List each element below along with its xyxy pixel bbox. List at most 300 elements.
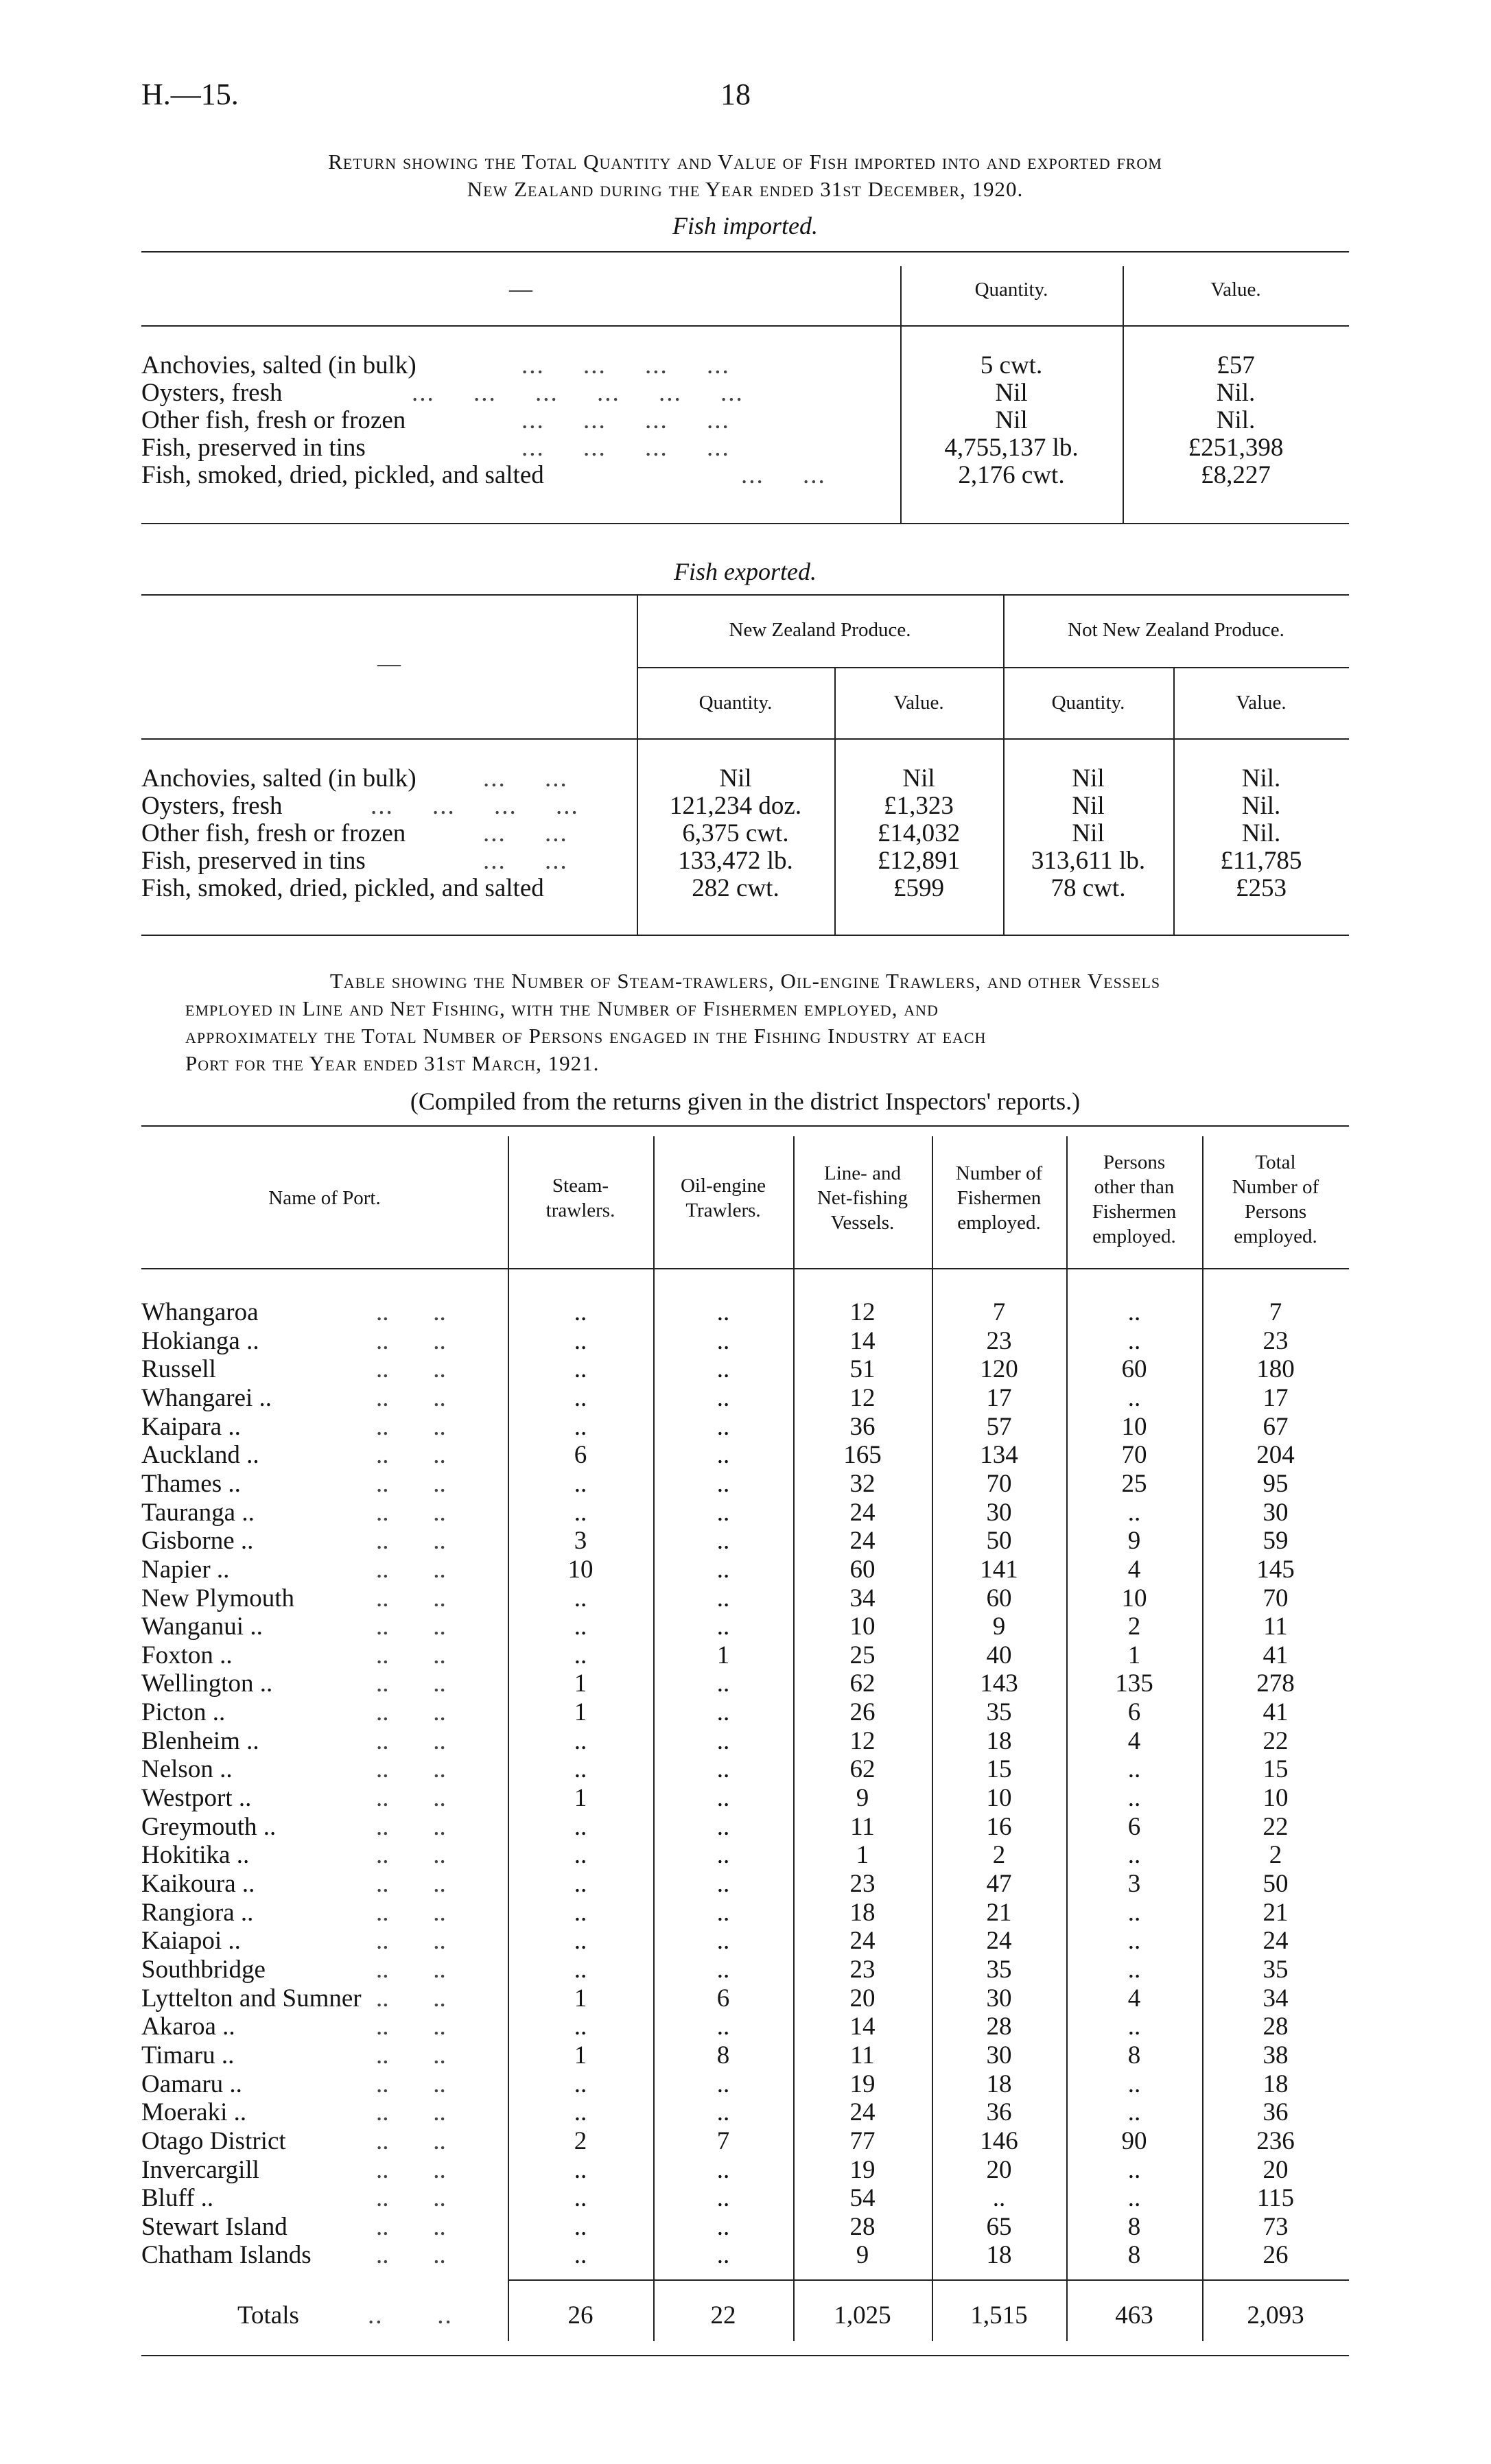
leader-dots: .. ..: [376, 1956, 446, 1984]
port-name: Kaipara ..: [141, 1413, 241, 1441]
leader-dots: .. ..: [376, 1384, 446, 1412]
port-fishermen: 65: [986, 2213, 1012, 2241]
port-vessels: 14: [849, 2013, 876, 2041]
port-name: Oamaru ..: [141, 2070, 242, 2098]
port-others: 10: [1121, 1413, 1147, 1441]
port-steam: ..: [574, 1327, 587, 1355]
port-steam: ..: [574, 2213, 587, 2241]
port-oil: ..: [716, 1584, 730, 1612]
ports-title-line4: Port for the Year ended 31st March, 1921.: [185, 1051, 600, 1075]
port-steam: 1: [574, 1698, 587, 1726]
port-fishermen: 28: [986, 2013, 1012, 2041]
ports-title-line1: Table showing the Number of Steam-trawlers, Oil-engine Trawlers, and other Vessels: [329, 969, 1161, 993]
leader-dots: .. ..: [376, 2098, 446, 2126]
port-oil: ..: [716, 1870, 730, 1898]
port-steam: ..: [574, 2156, 587, 2184]
port-name: New Plymouth: [141, 1584, 295, 1612]
port-total: 11: [1263, 1612, 1288, 1641]
port-others: 6: [1127, 1698, 1141, 1726]
port-others: ..: [1127, 1956, 1141, 1984]
port-total: 21: [1263, 1899, 1289, 1927]
port-vessels: 11: [850, 1813, 875, 1841]
exported-col-desc: —: [377, 651, 401, 677]
port-steam: ..: [574, 1813, 587, 1841]
port-steam: ..: [574, 1927, 587, 1955]
port-oil: ..: [716, 2184, 730, 2212]
port-steam: ..: [574, 1870, 587, 1898]
leader-dots: .. ..: [376, 1784, 446, 1812]
leader-dots: .. ..: [376, 1841, 446, 1869]
exported-row-other-quantity: Nil: [1072, 764, 1105, 793]
port-oil: ..: [716, 1669, 730, 1698]
leader-dots: ... ... ... ...: [521, 406, 730, 434]
port-name: Thames ..: [141, 1470, 241, 1498]
port-fishermen: 143: [980, 1669, 1018, 1698]
port-oil: ..: [716, 1727, 730, 1755]
ports-col-total-l1: Total: [1255, 1151, 1296, 1173]
port-steam: ..: [574, 1641, 587, 1669]
port-others: ..: [1127, 2013, 1141, 2041]
ports-col-others-l1: Persons: [1103, 1151, 1166, 1173]
imported-row-value: £8,227: [1201, 461, 1271, 489]
port-others: 8: [1127, 2213, 1141, 2241]
port-name: Russell: [141, 1355, 216, 1383]
ports-col-oil-l2: Trawlers.: [685, 1199, 761, 1221]
leader-dots: .. ..: [376, 2127, 446, 2155]
port-vessels: 19: [849, 2156, 876, 2184]
port-others: 4: [1127, 1556, 1141, 1584]
port-oil: ..: [716, 1441, 730, 1469]
port-name: Invercargill: [141, 2156, 259, 2184]
port-others: 4: [1127, 1984, 1141, 2013]
port-total: 26: [1263, 2241, 1289, 2269]
port-vessels: 24: [849, 1499, 876, 1527]
port-steam: ..: [574, 1499, 587, 1527]
ports-col-total-l4: employed.: [1234, 1225, 1317, 1247]
port-fishermen: 7: [992, 1298, 1006, 1326]
leader-dots: .. ..: [376, 1641, 446, 1669]
port-vessels: 1: [856, 1841, 869, 1869]
exported-row-other-quantity: Nil: [1072, 792, 1105, 820]
port-fishermen: 36: [986, 2098, 1012, 2126]
port-others: ..: [1127, 2156, 1141, 2184]
port-others: 9: [1127, 1527, 1141, 1555]
port-steam: ..: [574, 2241, 587, 2269]
port-name: Stewart Island: [141, 2213, 287, 2241]
imported-row-quantity: Nil: [995, 379, 1028, 407]
port-steam: ..: [574, 1841, 587, 1869]
totals-total: 2,093: [1247, 2301, 1304, 2330]
port-name: Tauranga ..: [141, 1499, 255, 1527]
port-others: 10: [1121, 1584, 1147, 1612]
leader-dots: ... ... ... ...: [521, 434, 730, 462]
imported-row-quantity: Nil: [995, 406, 1028, 434]
leader-dots: ... ...: [483, 764, 568, 793]
exported-row-nz-quantity: 282 cwt.: [692, 874, 779, 902]
port-name: Southbridge: [141, 1956, 266, 1984]
port-vessels: 18: [849, 1899, 876, 1927]
leader-dots: .. ..: [376, 1612, 446, 1641]
port-others: 8: [1127, 2041, 1141, 2069]
leader-dots: .. ..: [376, 1927, 446, 1955]
port-others: 2: [1127, 1612, 1141, 1641]
leader-dots: .. ..: [376, 1584, 446, 1612]
ports-title-line3: approximately the Total Number of Persons engaged in the Fishing Industry at each: [185, 1024, 987, 1048]
port-steam: 6: [574, 1441, 587, 1469]
port-oil: ..: [716, 1556, 730, 1584]
port-vessels: 9: [856, 2241, 869, 2269]
port-oil: ..: [716, 1899, 730, 1927]
port-fishermen: 146: [980, 2127, 1018, 2155]
port-vessels: 62: [849, 1755, 876, 1783]
port-fishermen: 18: [986, 2070, 1012, 2098]
exported-row-nz-value: £12,891: [877, 847, 961, 875]
port-name: Nelson ..: [141, 1755, 233, 1783]
exported-row-label: Fish, smoked, dried, pickled, and salted: [141, 874, 544, 902]
port-fishermen: 18: [986, 2241, 1012, 2269]
port-oil: 6: [716, 1984, 730, 2013]
exported-row-nz-quantity: 133,472 lb.: [678, 847, 793, 875]
port-total: 22: [1263, 1813, 1289, 1841]
exported-row-label: Fish, preserved in tins: [141, 847, 366, 875]
ports-col-steam-l2: trawlers.: [545, 1199, 615, 1221]
imported-col-desc: —: [509, 277, 532, 302]
port-steam: ..: [574, 2184, 587, 2212]
ports-title-line2: employed in Line and Net Fishing, with the Number of Fishermen employed, and: [185, 996, 939, 1020]
leader-dots: ... ...: [483, 847, 568, 875]
port-total: 41: [1263, 1698, 1289, 1726]
port-vessels: 12: [849, 1384, 876, 1412]
imported-title-line2: New Zealand during the Year ended 31st December, 1920.: [467, 177, 1024, 201]
port-others: 1: [1127, 1641, 1141, 1669]
port-vessels: 24: [849, 1527, 876, 1555]
port-others: ..: [1127, 1327, 1141, 1355]
exported-row-nz-quantity: 121,234 doz.: [669, 792, 802, 820]
leader-dots: .. ..: [376, 1441, 446, 1469]
port-fishermen: 23: [986, 1327, 1012, 1355]
totals-steam: 26: [567, 2301, 594, 2330]
port-total: 10: [1263, 1784, 1289, 1812]
exported-row-nz-value: £599: [893, 874, 944, 902]
port-name: Wellington ..: [141, 1669, 273, 1698]
port-steam: ..: [574, 1413, 587, 1441]
exported-row-nz-quantity: 6,375 cwt.: [682, 819, 789, 847]
port-total: 24: [1263, 1927, 1289, 1955]
port-fishermen: 30: [986, 1499, 1012, 1527]
port-steam: ..: [574, 1755, 587, 1783]
port-total: 36: [1263, 2098, 1289, 2126]
port-total: 15: [1263, 1755, 1289, 1783]
port-vessels: 34: [849, 1584, 876, 1612]
port-steam: ..: [574, 1355, 587, 1383]
port-vessels: 51: [849, 1355, 876, 1383]
port-fishermen: 120: [980, 1355, 1018, 1383]
leader-dots: .. ..: [376, 1470, 446, 1498]
port-oil: 1: [716, 1641, 730, 1669]
ports-col-fishermen-l3: employed.: [957, 1212, 1041, 1234]
ports-col-vessels-l1: Line- and: [824, 1162, 901, 1184]
port-vessels: 11: [850, 2041, 875, 2069]
port-total: 236: [1256, 2127, 1295, 2155]
ports-col-fishermen: [932, 1161, 1066, 1235]
port-fishermen: 20: [986, 2156, 1012, 2184]
leader-dots: ... ... ... ... ... ...: [412, 379, 744, 407]
imported-row-quantity: 5 cwt.: [980, 351, 1043, 379]
port-vessels: 36: [849, 1413, 876, 1441]
imported-row-label: Other fish, fresh or frozen: [141, 406, 406, 434]
ports-col-steam: [508, 1173, 653, 1223]
port-steam: 10: [567, 1556, 594, 1584]
ports-col-vessels-l3: Vessels.: [830, 1212, 895, 1234]
port-total: 70: [1263, 1584, 1289, 1612]
port-oil: ..: [716, 1927, 730, 1955]
exported-row-other-quantity: 313,611 lb.: [1031, 847, 1146, 875]
port-name: Kaikoura ..: [141, 1870, 255, 1898]
leader-dots: .. ..: [376, 1298, 446, 1326]
totals-label: Totals: [237, 2301, 299, 2330]
exported-row-other-quantity: Nil: [1072, 819, 1105, 847]
leader-dots: .. ..: [376, 1813, 446, 1841]
imported-row-value: £251,398: [1188, 434, 1284, 462]
port-name: Whangarei ..: [141, 1384, 272, 1412]
port-fishermen: 35: [986, 1956, 1012, 1984]
ports-col-others-l4: employed.: [1092, 1225, 1176, 1247]
port-others: 70: [1121, 1441, 1147, 1469]
port-others: ..: [1127, 1927, 1141, 1955]
imported-row-label: Fish, smoked, dried, pickled, and salted: [141, 461, 544, 489]
port-vessels: 165: [843, 1441, 882, 1469]
port-steam: ..: [574, 1899, 587, 1927]
port-oil: ..: [716, 1784, 730, 1812]
port-steam: ..: [574, 1612, 587, 1641]
exported-row-other-value: Nil.: [1241, 819, 1281, 847]
port-oil: ..: [716, 1612, 730, 1641]
port-others: ..: [1127, 2070, 1141, 2098]
port-vessels: 24: [849, 1927, 876, 1955]
port-others: 90: [1121, 2127, 1147, 2155]
exported-col-not-nz-group: Not New Zealand Produce.: [1068, 619, 1284, 641]
port-oil: ..: [716, 2156, 730, 2184]
leader-dots: .. ..: [376, 2241, 446, 2269]
port-steam: 1: [574, 2041, 587, 2069]
port-steam: ..: [574, 1384, 587, 1412]
port-others: 25: [1121, 1470, 1147, 1498]
port-steam: 3: [574, 1527, 587, 1555]
port-vessels: 9: [856, 1784, 869, 1812]
leader-dots: .. ..: [376, 1499, 446, 1527]
port-steam: ..: [574, 1470, 587, 1498]
page-number: 18: [720, 78, 751, 111]
exported-row-nz-value: Nil: [902, 764, 935, 793]
imported-row-value: Nil.: [1216, 379, 1256, 407]
ports-col-total: [1202, 1150, 1349, 1249]
exported-row-other-value: Nil.: [1241, 764, 1281, 793]
port-total: 18: [1263, 2070, 1289, 2098]
leader-dots: .. ..: [376, 1899, 446, 1927]
ports-col-oil-l1: Oil-engine: [680, 1175, 766, 1197]
ports-col-steam-l1: Steam-: [552, 1175, 609, 1197]
port-oil: ..: [716, 1327, 730, 1355]
port-total: 17: [1263, 1384, 1289, 1412]
port-vessels: 24: [849, 2098, 876, 2126]
port-steam: ..: [574, 1298, 587, 1326]
exported-subtitle: Fish exported.: [674, 558, 817, 585]
port-fishermen: 70: [986, 1470, 1012, 1498]
port-fishermen: 21: [986, 1899, 1012, 1927]
port-oil: ..: [716, 1527, 730, 1555]
port-fishermen: 10: [986, 1784, 1012, 1812]
port-fishermen: 134: [980, 1441, 1018, 1469]
port-total: 95: [1263, 1470, 1289, 1498]
port-name: Kaiapoi ..: [141, 1927, 241, 1955]
exported-row-other-quantity: 78 cwt.: [1050, 874, 1126, 902]
port-name: Hokitika ..: [141, 1841, 250, 1869]
exported-col-nz-value: Value.: [893, 692, 944, 714]
imported-row-label: Fish, preserved in tins: [141, 434, 366, 462]
port-fishermen: 40: [986, 1641, 1012, 1669]
port-oil: ..: [716, 1499, 730, 1527]
port-others: ..: [1127, 1899, 1141, 1927]
leader-dots: .. ..: [376, 1669, 446, 1698]
port-total: 7: [1269, 1298, 1282, 1326]
port-vessels: 62: [849, 1669, 876, 1698]
port-total: 20: [1263, 2156, 1289, 2184]
leader-dots: .. ..: [376, 1727, 446, 1755]
port-steam: ..: [574, 2013, 587, 2041]
port-name: Bluff ..: [141, 2184, 214, 2212]
port-fishermen: 47: [986, 1870, 1012, 1898]
leader-dots: ... ...: [483, 819, 568, 847]
port-oil: ..: [716, 1956, 730, 1984]
port-fishermen: 24: [986, 1927, 1012, 1955]
imported-row-label: Anchovies, salted (in bulk): [141, 351, 416, 379]
port-vessels: 54: [849, 2184, 876, 2212]
leader-dots: .. ..: [376, 1327, 446, 1355]
port-fishermen: 30: [986, 1984, 1012, 2013]
exported-row-other-value: Nil.: [1241, 792, 1281, 820]
port-steam: ..: [574, 2070, 587, 2098]
leader-dots: .. ..: [376, 1527, 446, 1555]
port-total: 2: [1269, 1841, 1282, 1869]
port-fishermen: 35: [986, 1698, 1012, 1726]
port-vessels: 23: [849, 1870, 876, 1898]
ports-col-total-l3: Persons: [1244, 1201, 1307, 1223]
leader-dots: .. ..: [376, 1355, 446, 1383]
ports-col-others-l3: Fishermen: [1092, 1201, 1177, 1223]
port-vessels: 14: [849, 1327, 876, 1355]
totals-others: 463: [1115, 2301, 1153, 2330]
imported-title-line1: Return showing the Total Quantity and Value of Fish imported into and exported from: [328, 150, 1162, 174]
port-others: ..: [1127, 1755, 1141, 1783]
port-total: 145: [1256, 1556, 1295, 1584]
port-steam: 1: [574, 1669, 587, 1698]
port-oil: 8: [716, 2041, 730, 2069]
port-oil: ..: [716, 2241, 730, 2269]
imported-row-quantity: 4,755,137 lb.: [944, 434, 1079, 462]
leader-dots: ... ... ... ...: [371, 792, 579, 820]
port-name: Whangaroa: [141, 1298, 259, 1326]
port-others: 135: [1115, 1669, 1153, 1698]
exported-col-nz-group: New Zealand Produce.: [729, 619, 911, 641]
port-others: 60: [1121, 1355, 1147, 1383]
port-name: Moeraki ..: [141, 2098, 247, 2126]
port-vessels: 19: [849, 2070, 876, 2098]
exported-col-other-quantity: Quantity.: [1051, 692, 1125, 714]
port-vessels: 20: [849, 1984, 876, 2013]
port-total: 38: [1263, 2041, 1289, 2069]
imported-subtitle: Fish imported.: [672, 212, 818, 239]
leader-dots: .. ..: [376, 1755, 446, 1783]
port-name: Blenheim ..: [141, 1727, 259, 1755]
port-total: 22: [1263, 1727, 1289, 1755]
ports-col-total-l2: Number of: [1232, 1176, 1319, 1198]
exported-row-other-value: £253: [1236, 874, 1287, 902]
port-others: ..: [1127, 1841, 1141, 1869]
port-steam: 1: [574, 1784, 587, 1812]
exported-row-label: Other fish, fresh or frozen: [141, 819, 406, 847]
port-steam: ..: [574, 1584, 587, 1612]
port-vessels: 12: [849, 1727, 876, 1755]
imported-col-quantity: Quantity.: [974, 279, 1048, 301]
ports-col-port: Name of Port.: [268, 1187, 381, 1209]
port-fishermen: 16: [986, 1813, 1012, 1841]
port-others: 3: [1127, 1870, 1141, 1898]
exported-col-other-value: Value.: [1236, 692, 1287, 714]
exported-row-other-value: £11,785: [1220, 847, 1302, 875]
port-others: ..: [1127, 1384, 1141, 1412]
port-name: Picton ..: [141, 1698, 226, 1726]
port-vessels: 23: [849, 1956, 876, 1984]
leader-dots: .. ..: [376, 1984, 446, 2013]
leader-dots: ... ...: [741, 461, 826, 489]
port-name: Akaroa ..: [141, 2013, 235, 2041]
exported-row-label: Oysters, fresh: [141, 792, 283, 820]
leader-dots: .. ..: [368, 2301, 453, 2330]
page-code: H.—15.: [141, 78, 239, 111]
port-name: Napier ..: [141, 1556, 230, 1584]
ports-col-others: [1066, 1150, 1202, 1249]
ports-col-vessels-l2: Net-fishing: [817, 1187, 908, 1209]
port-vessels: 10: [849, 1612, 876, 1641]
port-fishermen: 2: [992, 1841, 1006, 1869]
leader-dots: .. ..: [376, 2184, 446, 2212]
port-oil: ..: [716, 1470, 730, 1498]
ports-col-fishermen-l2: Fishermen: [956, 1187, 1042, 1209]
port-vessels: 60: [849, 1556, 876, 1584]
ports-col-oil: [653, 1173, 793, 1223]
port-name: Hokianga ..: [141, 1327, 259, 1355]
port-steam: 1: [574, 1984, 587, 2013]
port-name: Gisborne ..: [141, 1527, 254, 1555]
port-name: Chatham Islands: [141, 2241, 312, 2269]
port-name: Otago District: [141, 2127, 286, 2155]
exported-col-nz-quantity: Quantity.: [698, 692, 773, 714]
port-fishermen: 18: [986, 1727, 1012, 1755]
port-oil: ..: [716, 1813, 730, 1841]
exported-row-label: Anchovies, salted (in bulk): [141, 764, 416, 793]
port-oil: 7: [716, 2127, 730, 2155]
exported-row-nz-value: £1,323: [884, 792, 954, 820]
port-name: Auckland ..: [141, 1441, 259, 1469]
port-name: Westport ..: [141, 1784, 252, 1812]
leader-dots: .. ..: [376, 1556, 446, 1584]
port-fishermen: 50: [986, 1527, 1012, 1555]
port-vessels: 28: [849, 2213, 876, 2241]
imported-row-quantity: 2,176 cwt.: [958, 461, 1065, 489]
port-total: 278: [1256, 1669, 1295, 1698]
port-total: 59: [1263, 1527, 1289, 1555]
port-fishermen: 9: [992, 1612, 1006, 1641]
